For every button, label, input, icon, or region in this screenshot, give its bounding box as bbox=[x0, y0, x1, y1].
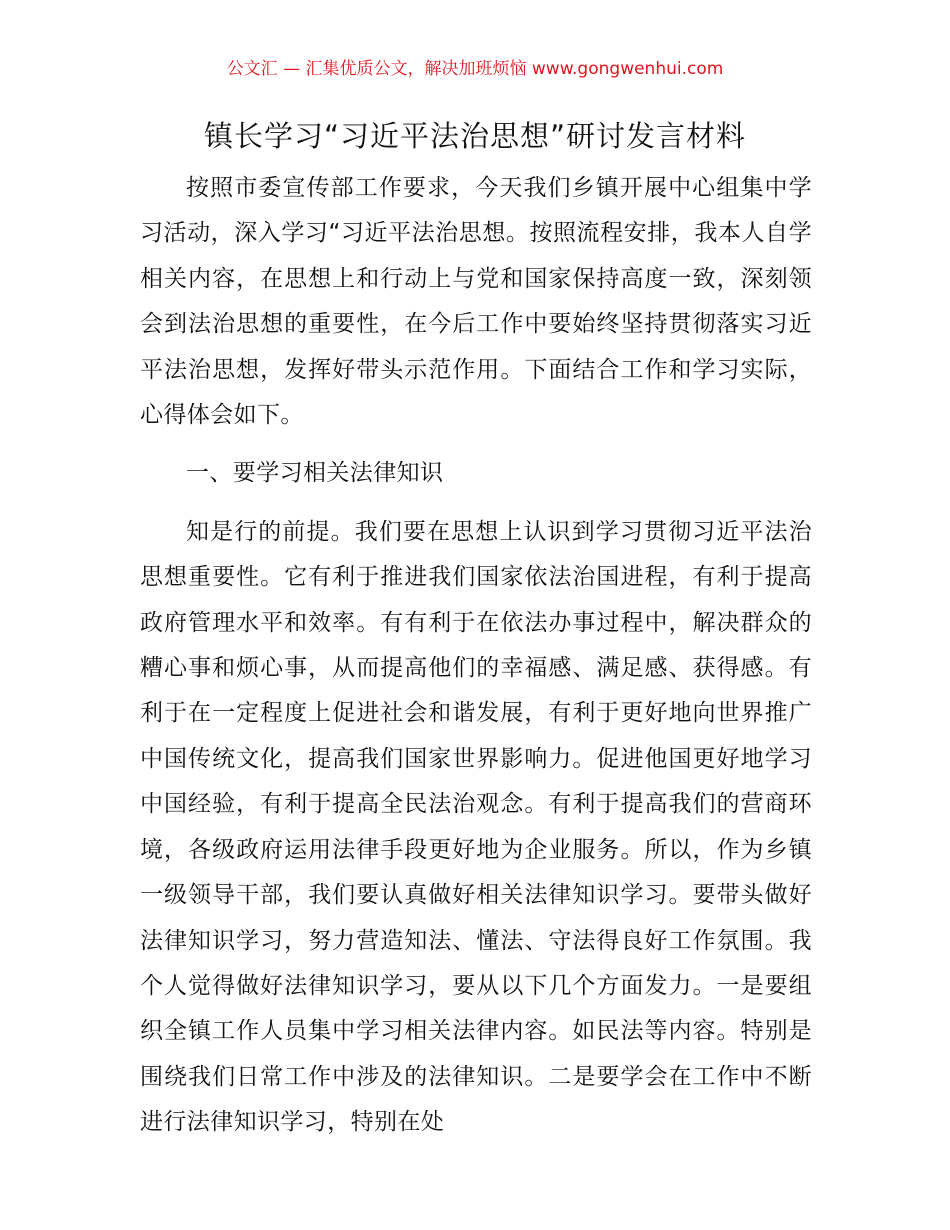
intro-paragraph: 按照市委宣传部工作要求，今天我们乡镇开展中心组集中学习活动，深入学习“习近平法治思想。按照流程安排，我本人自学相关内容，在思想上和行动上与党和国家保持高度一致，深刻领会到法治思想的重要性，在今后工作中要始终坚持贯彻落实习近平法治思想，发挥好带头示范作用。下面结合工作和学习实际，心得体会如下。 bbox=[140, 175, 812, 429]
document-title: 镇长学习“习近平法治思想”研讨发言材料 bbox=[203, 119, 747, 153]
site-banner: 公文汇 — 汇集优质公文，解决加班烦恼 www.gongwenhui.com bbox=[226, 59, 724, 79]
section-heading-1: 一、要学习相关法律知识 bbox=[186, 460, 444, 487]
section-1-paragraph: 知是行的前提。我们要在思想上认识到学习贯彻习近平法治思想重要性。它有利于推进我们国家依法治国进程，有利于提高政府管理水平和效率。有有利于在依法办事过程中，解决群众的糟心事和烦心事，从而提高他们的幸福感、满足感、获得感。有利于在一定程度上促进社会和谐发展，有利于更好地向世界推广中国传统文化，提高我们国家世界影响力。促进他国更好地学习中国经验，有利于提高全民法治观念。有利于提高我们的营商环境，各级政府运用法律手段更好地为企业服务。所以，作为乡镇一级领导干部，我们要认真做好相关法律知识学习。要带头做好法律知识学习，努力营造知法、懂法、守法得良好工作氛围。我个人觉得做好法律知识学习，要从以下几个方面发力。一是要组织全镇工作人员集中学习相关法律内容。如民法等内容。特别是围绕我们日常工作中涉及的法律知识。二是要学会在工作中不断进行法律知识学习，特别在处 bbox=[140, 518, 812, 1136]
document-body bbox=[140, 166, 812, 1146]
